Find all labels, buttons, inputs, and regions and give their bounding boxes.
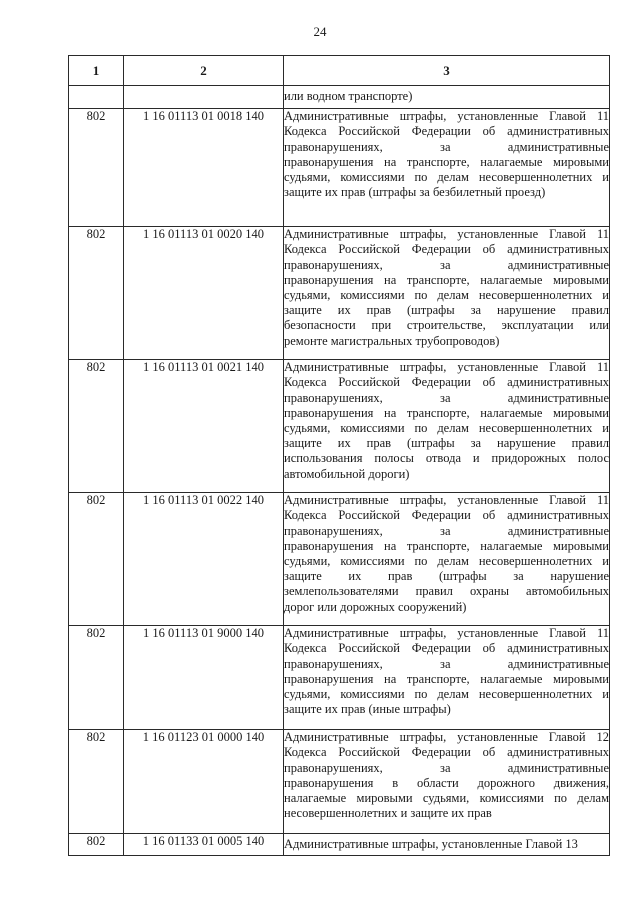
description-line: защите их прав (иные штрафы)	[284, 702, 451, 717]
description-line: правонарушениях, за административные	[284, 139, 609, 154]
description-line: Административные штрафы, установленные Главой 13	[284, 837, 578, 852]
description-line: правонарушениях, за административные	[284, 257, 609, 272]
table-row	[69, 360, 610, 493]
description-line: Кодекса Российской Федерации об административных	[284, 508, 609, 523]
description-line: Кодекса Российской Федерации об административных	[284, 641, 609, 656]
table-header-row	[69, 56, 610, 86]
table-row	[69, 109, 610, 227]
description-line: Административные штрафы, установленные Главой 11	[284, 109, 609, 124]
budget-classification-code-cell: 1 16 01113 01 0018 140	[124, 109, 284, 227]
description-line: Административные штрафы, установленные Главой 11	[284, 227, 609, 242]
continuation-row	[69, 86, 610, 109]
description-line: Административные штрафы, установленные Главой 11	[284, 360, 609, 375]
description-line: правонарушения на транспорте, налагаемые мировыми	[284, 538, 609, 553]
description-cell	[284, 493, 610, 626]
description-line: судьями, комиссиями по делам несовершеннолетних и	[284, 687, 609, 702]
description-line: использования полосы отвода и придорожных полос	[284, 451, 609, 466]
description-line: правонарушения на транспорте, налагаемые мировыми	[284, 671, 609, 686]
description-line: правонарушения на транспорте, налагаемые мировыми	[284, 272, 609, 287]
budget-classification-code-cell: 1 16 01113 01 0020 140	[124, 227, 284, 360]
description-line: несовершеннолетних и защите их прав	[284, 806, 492, 821]
budget-classification-code-cell: 1 16 01113 01 9000 140	[124, 626, 284, 730]
description-line: землепользователями правил охраны автомобильных	[284, 584, 609, 599]
description-line: налагаемые мировыми судьями, комиссиями по делам	[284, 791, 609, 806]
description-line: автомобильной дороги)	[284, 466, 410, 481]
owner-code-cell: 802	[69, 360, 124, 493]
description-line: Административные штрафы, установленные Главой 12	[284, 730, 609, 745]
budget-codes-table	[68, 55, 610, 856]
description-cell	[284, 730, 610, 834]
page-number: 24	[313, 24, 327, 39]
budget-classification-code-cell: 1 16 01113 01 0021 140	[124, 360, 284, 493]
description-line: правонарушениях, за административные	[284, 390, 609, 405]
table-row	[69, 493, 610, 626]
column-header-3: 3	[284, 56, 610, 86]
owner-code-cell: 802	[69, 109, 124, 227]
description-line: защите их прав (штрафы за нарушение правил	[284, 303, 609, 318]
description-line: защите их прав (штрафы за безбилетный проезд)	[284, 185, 546, 200]
owner-code-cell: 802	[69, 626, 124, 730]
budget-classification-code-cell: 1 16 01113 01 0022 140	[124, 493, 284, 626]
continuation-text: или водном транспорте)	[284, 86, 610, 109]
description-line: правонарушениях, за административные	[284, 656, 609, 671]
description-cell	[284, 626, 610, 730]
description-line: защите их прав (штрафы за нарушение правил	[284, 436, 609, 451]
description-line: судьями, комиссиями по делам несовершеннолетних и	[284, 554, 609, 569]
description-line: Административные штрафы, установленные Главой 11	[284, 493, 609, 508]
description-cell	[284, 360, 610, 493]
description-line: Кодекса Российской Федерации об административных	[284, 745, 609, 760]
description-line: Кодекса Российской Федерации об административных	[284, 242, 609, 257]
description-line: правонарушения на транспорте, налагаемые мировыми	[284, 405, 609, 420]
budget-classification-code-cell: 1 16 01133 01 0005 140	[124, 834, 284, 856]
description-line: Кодекса Российской Федерации об административных	[284, 124, 609, 139]
description-line: правонарушения на транспорте, налагаемые мировыми	[284, 154, 609, 169]
description-line: Кодекса Российской Федерации об административных	[284, 375, 609, 390]
owner-code-cell: 802	[69, 834, 124, 856]
description-line: судьями, комиссиями по делам несовершеннолетних и	[284, 421, 609, 436]
owner-code-cell: 802	[69, 493, 124, 626]
description-line: судьями, комиссиями по делам несовершеннолетних и	[284, 170, 609, 185]
owner-code-cell: 802	[69, 227, 124, 360]
description-line: безопасности при строительстве, эксплуатации или	[284, 318, 609, 333]
table-row	[69, 227, 610, 360]
table-row	[69, 626, 610, 730]
column-header-2: 2	[124, 56, 284, 86]
description-line: защите их прав (штрафы за нарушение	[284, 569, 609, 584]
description-line: правонарушениях, за административные	[284, 760, 609, 775]
column-header-1: 1	[69, 56, 124, 86]
description-line: правонарушениях, за административные	[284, 523, 609, 538]
continuation-cell-1	[69, 86, 124, 109]
description-line: ремонте магистральных трубопроводов)	[284, 333, 500, 348]
description-cell	[284, 227, 610, 360]
description-line: дорог или дорожных сооружений)	[284, 599, 467, 614]
budget-classification-code-cell: 1 16 01123 01 0000 140	[124, 730, 284, 834]
description-line: Административные штрафы, установленные Главой 11	[284, 626, 609, 641]
continuation-cell-2	[124, 86, 284, 109]
description-line: правонарушения в области дорожного движения,	[284, 775, 609, 790]
table-row	[69, 730, 610, 834]
description-line: судьями, комиссиями по делам несовершеннолетних и	[284, 288, 609, 303]
description-cell	[284, 834, 610, 856]
owner-code-cell: 802	[69, 730, 124, 834]
description-cell	[284, 109, 610, 227]
table-row	[69, 834, 610, 856]
